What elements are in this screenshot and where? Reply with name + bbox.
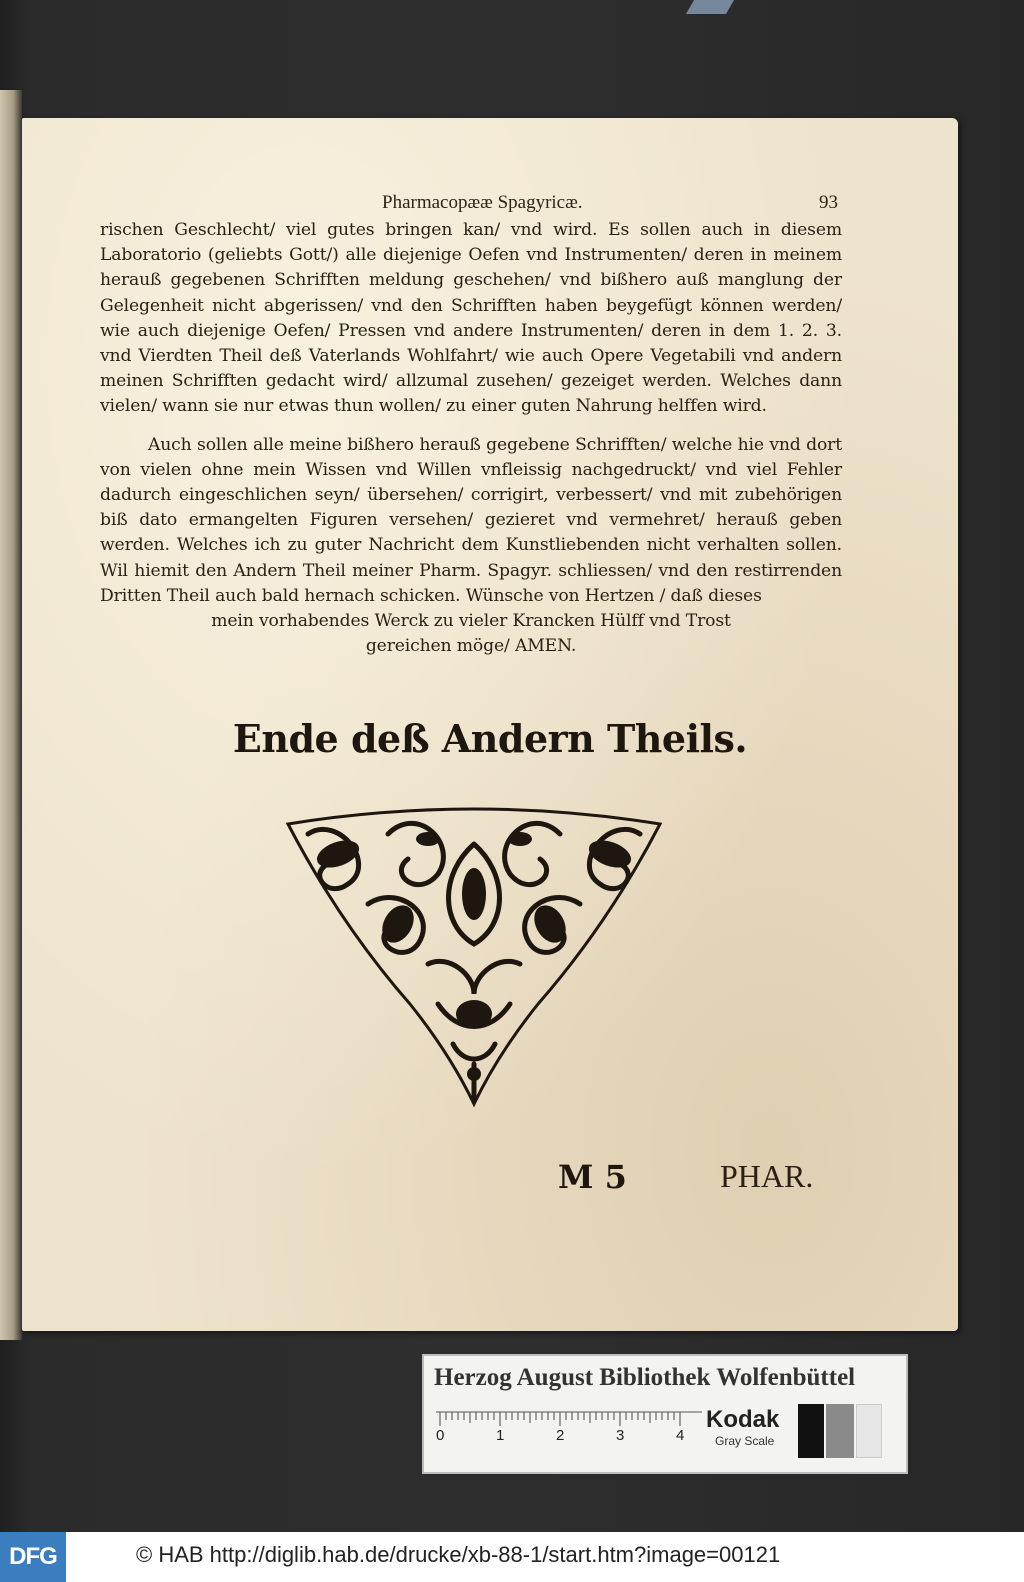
swatch-black [798,1404,824,1458]
swatch-mid-gray [826,1404,854,1458]
catchword: PHAR. [720,1158,814,1194]
ornament-vignette-icon [278,804,670,1114]
book-page [22,118,958,1331]
copyright-link[interactable]: © HAB http://diglib.hab.de/drucke/xb-88-1/start.htm?image=00121 [136,1542,781,1567]
ruler-label-0: 0 [436,1427,445,1442]
kodak-brand: Kodak [706,1406,780,1433]
closing-line-1: mein vorhabendes Werck zu vieler Krancken Hülff vnd Trost [211,611,731,632]
clip-marker [686,0,734,14]
ruler-label-3: 3 [616,1427,625,1442]
footer-bar [0,1532,1024,1582]
end-title: Ende deß Andern Theils. [232,716,748,761]
ruler-label-1: 1 [496,1427,505,1442]
closing-line-2: gereichen möge/ AMEN. [365,636,577,657]
swatch-light-gray [856,1404,882,1458]
color-reference-card [422,1354,908,1474]
card-type: Gray Scale [715,1434,775,1448]
ruler-label-2: 2 [556,1427,565,1442]
ruler-label-4: 4 [676,1427,685,1442]
card-institution: Herzog August Bibliothek Wolfenbüttel [434,1364,856,1391]
dfg-logo: DFG [0,1532,66,1582]
body-text [100,218,842,659]
page-number: 93 [819,192,838,213]
signature-mark: M 5 [558,1158,627,1196]
facing-page-edge [0,90,22,1340]
ruler [436,1410,702,1442]
paragraph-2: Auch sollen alle meine bißhero herauß gegebene Schrifften/ welche hie vnd dort von vielen ohne mein Wissen vnd Willen vnfleissig nachgedruckt/ vnd viel Fehler dadurch eingeschlichen seyn/ übersehen/ corrigirt, verbessert/ vnd mit zubehörigen biß dato ermangelten Figuren versehen/ gezieret vnd vermehret/ herauß geben werden. Welches ich zu guter Nachricht dem Kunstliebenden nicht verhalten sollen. Wil hiemit den Andern Theil meiner Pharm. Spagyr. schliessen/ vnd den restirrenden Dritten Theil auch bald hernach schicken. Wünsche von Hertzen / daß dieses [100,434,842,606]
paragraph-1: rischen Geschlecht/ viel gutes bringen kan/ vnd wird. Es sollen auch in diesem Laboratorio (geliebts Gott/) alle diejenige Oefen vnd Instrumenten/ deren in meinem herauß gegebenen Schrifften meldung geschehen/ vnd bißhero auß manglung der Gelegenheit nicht abgerissen/ vnd den Schrifften haben beygefügt können werden/ wie auch diejenige Oefen/ Pressen vnd andere Instrumenten/ deren in dem 1. 2. 3. vnd Vierdten Theil deß Vaterlands Wohlfahrt/ wie auch Opere Vegetabili vnd andern meinen Schrifften gedacht wird/ allzumal zusehen/ gezeiget werden. Welches dann vielen/ wann sie nur etwas thun wollen/ zu einer guten Nahrung helffen wird. [100,220,842,417]
running-head: Pharmacopææ Spagyricæ. [382,192,583,213]
